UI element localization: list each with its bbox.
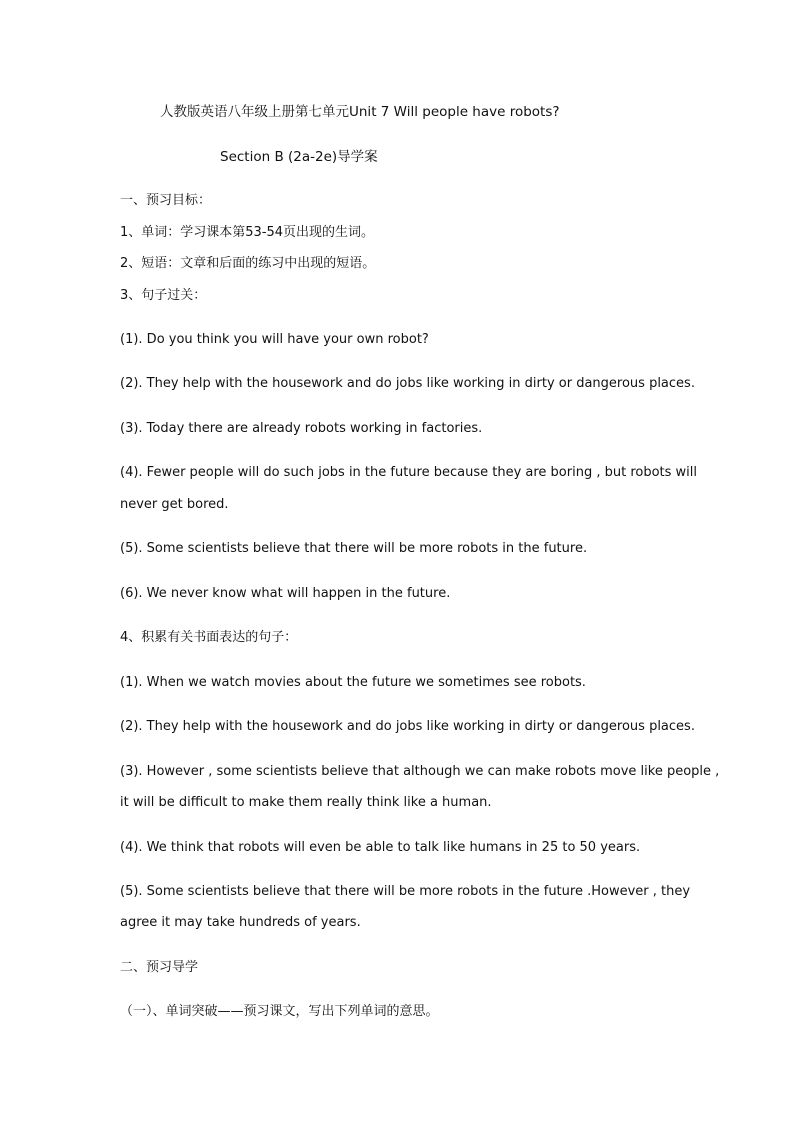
sentence-4-continued: never get bored. <box>120 497 229 512</box>
sentence-4: (4). Fewer people will do such jobs in the future because they are boring , but robots will <box>120 465 698 480</box>
document-subtitle: Section B (2a-2e)导学案 <box>220 149 378 165</box>
document-title: 人教版英语八年级上册第七单元Unit 7 Will people have robots? <box>160 104 560 120</box>
sentence-5: (5). Some scientists believe that there will be more robots in the future. <box>120 541 588 556</box>
writing-sentence-1: (1). When we watch movies about the future we sometimes see robots. <box>120 675 586 690</box>
goal-phrases: 2、短语：文章和后面的练习中出现的短语。 <box>120 256 376 271</box>
writing-sentence-5-continued: agree it may take hundreds of years. <box>120 915 361 930</box>
goal-sentences: 3、句子过关： <box>120 288 207 303</box>
sentence-6: (6). We never know what will happen in the future. <box>120 586 451 601</box>
goal-vocabulary: 1、单词：学习课本第53-54页出现的生词。 <box>120 225 375 240</box>
section1-heading: 一、预习目标： <box>120 193 212 208</box>
section2-subheading: （一）、单词突破——预习课文，写出下列单词的意思。 <box>120 1004 439 1019</box>
sentence-3: (3). Today there are already robots working in factories. <box>120 421 483 436</box>
writing-sentence-5: (5). Some scientists believe that there will be more robots in the future .However , they <box>120 884 691 899</box>
writing-sentence-3-continued: it will be difficult to make them really think like a human. <box>120 795 492 810</box>
section2-heading: 二、预习导学 <box>120 960 199 975</box>
sentence-1: (1). Do you think you will have your own robot? <box>120 332 429 347</box>
sentence-2: (2). They help with the housework and do jobs like working in dirty or dangerous places. <box>120 376 695 391</box>
writing-sentence-2: (2). They help with the housework and do jobs like working in dirty or dangerous places. <box>120 719 695 734</box>
writing-heading: 4、积累有关书面表达的句子： <box>120 630 298 645</box>
writing-sentence-4: (4). We think that robots will even be able to talk like humans in 25 to 50 years. <box>120 840 641 855</box>
writing-sentence-3: (3). However , some scientists believe that although we can make robots move like people , <box>120 764 720 779</box>
